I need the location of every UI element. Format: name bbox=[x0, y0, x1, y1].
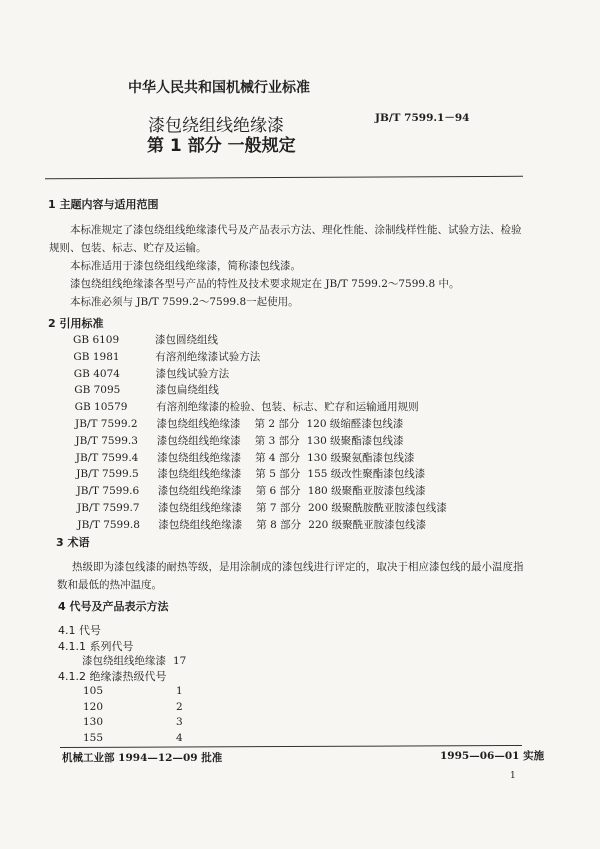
title-line2: 第 1 部分 一般规定 bbox=[147, 136, 296, 156]
ref-code: JB/T 7599.4 bbox=[75, 451, 139, 464]
section1-line: 漆包绕组线绝缘漆各型号产品的特性及技术要求规定在 JB/T 7599.2～7599.8 中。 bbox=[70, 278, 460, 290]
ref-code: GB 6109 bbox=[73, 334, 120, 346]
ref-code: GB 10579 bbox=[74, 401, 128, 414]
ref-part: 第 6 部分 bbox=[255, 485, 301, 498]
ref-subtitle: 130 级聚酯漆包线漆 bbox=[306, 434, 404, 447]
ref-title: 漆包绕组线绝缘漆 bbox=[157, 468, 242, 481]
ref-subtitle: 155 级改性聚酯漆包线漆 bbox=[307, 468, 426, 481]
effective-date: 1995—06—01 实施 bbox=[440, 750, 545, 762]
section4-1-2-heading: 4.1.2 绝缘漆热级代号 bbox=[58, 670, 167, 683]
ref-code: JB/T 7599.5 bbox=[76, 468, 139, 481]
ref-part: 第 7 部分 bbox=[256, 502, 301, 514]
ref-part: 第 2 部分 bbox=[254, 418, 300, 430]
ref-part: 第 4 部分 bbox=[255, 451, 300, 464]
ref-code: JB/T 7599.6 bbox=[76, 485, 140, 498]
section4-1-heading: 4.1 代号 bbox=[58, 624, 101, 637]
section3-line: 热级即为漆包线漆的耐热等级，是用涂制成的漆包线进行评定的，取决于相应漆包线的最小温度指 bbox=[72, 561, 524, 573]
section1-line: 规则、包装、标志、贮存及运输。 bbox=[49, 242, 207, 254]
ref-code: JB/T 7599.3 bbox=[75, 434, 138, 447]
section3-line: 数和最低的热冲温度。 bbox=[57, 579, 162, 591]
ref-code: GB 1981 bbox=[73, 350, 120, 363]
ref-title: 漆包绕组线绝缘漆 bbox=[156, 418, 241, 430]
ref-title: 有溶剂绝缘漆的检验、包装、标志、贮存和运输通用规则 bbox=[156, 401, 419, 414]
heat-grade-code: 4 bbox=[176, 731, 183, 744]
ref-part: 第 3 部分 bbox=[254, 434, 300, 447]
approval-date: 机械工业部 1994—12—09 批准 bbox=[62, 752, 223, 764]
section3-heading: 3 术语 bbox=[56, 536, 90, 549]
ref-part: 第 5 部分 bbox=[255, 468, 301, 481]
title-line1: 漆包绕组线绝缘漆 bbox=[148, 116, 284, 136]
ref-code: GB 4074 bbox=[73, 367, 120, 380]
series-name: 漆包绕组线绝缘漆 bbox=[82, 655, 166, 667]
section1-line: 本标准必须与 JB/T 7599.2～7599.8一起使用。 bbox=[70, 296, 299, 308]
ref-subtitle: 130 级聚氨酯漆包线漆 bbox=[307, 451, 415, 464]
ref-subtitle: 220 级聚酰亚胺漆包线漆 bbox=[308, 518, 427, 531]
section2-heading: 2 引用标准 bbox=[48, 317, 104, 330]
heat-grade-code: 3 bbox=[176, 716, 183, 729]
ref-title: 漆包绕组线绝缘漆 bbox=[157, 451, 242, 464]
heat-grade-grade: 155 bbox=[83, 731, 104, 744]
ref-code: GB 7095 bbox=[74, 384, 121, 397]
ref-title: 有溶剂绝缘漆试验方法 bbox=[155, 350, 261, 363]
ref-subtitle: 180 级聚酯亚胺漆包线漆 bbox=[307, 485, 426, 498]
publisher: 中华人民共和国机械行业标准 bbox=[128, 80, 310, 96]
heat-grade-code: 2 bbox=[176, 700, 183, 713]
header-rule bbox=[45, 176, 523, 180]
ref-title: 漆包绕组线绝缘漆 bbox=[156, 434, 241, 447]
heat-grade-grade: 130 bbox=[83, 716, 104, 729]
ref-title: 漆包绕组线绝缘漆 bbox=[158, 518, 243, 531]
heat-grade-grade: 105 bbox=[83, 685, 104, 697]
section4-heading: 4 代号及产品表示方法 bbox=[58, 600, 169, 613]
ref-title: 漆包绕组线绝缘漆 bbox=[157, 485, 242, 498]
heat-grade-grade: 120 bbox=[83, 700, 104, 713]
ref-code: JB/T 7599.2 bbox=[75, 418, 138, 430]
standard-code: JB/T 7599.1－94 bbox=[375, 112, 470, 124]
ref-title: 漆包圆绕组线 bbox=[155, 334, 218, 346]
ref-title: 漆包绕组线绝缘漆 bbox=[158, 502, 242, 514]
ref-code: JB/T 7599.8 bbox=[77, 518, 140, 531]
ref-subtitle: 200 级聚酰胺酰亚胺漆包线漆 bbox=[308, 502, 447, 514]
ref-code: JB/T 7599.7 bbox=[77, 502, 140, 514]
footer-rule bbox=[60, 745, 522, 748]
page-number: 1 bbox=[510, 771, 516, 781]
section1-heading: 1 主题内容与适用范围 bbox=[48, 198, 159, 211]
section4-1-1-heading: 4.1.1 系列代号 bbox=[58, 640, 134, 653]
ref-subtitle: 120 级缩醛漆包线漆 bbox=[306, 418, 404, 430]
heat-grade-code: 1 bbox=[176, 685, 183, 697]
ref-title: 漆包扁绕组线 bbox=[155, 384, 219, 397]
section1-line: 本标准适用于漆包绕组线绝缘漆，简称漆包线漆。 bbox=[70, 260, 301, 272]
ref-title: 漆包线试验方法 bbox=[155, 367, 230, 380]
ref-part: 第 8 部分 bbox=[256, 518, 302, 531]
section1-line: 本标准规定了漆包绕组线绝缘漆代号及产品表示方法、理化性能、涂制线样性能、试验方法、检验 bbox=[70, 224, 522, 236]
series-code: 17 bbox=[173, 655, 187, 667]
